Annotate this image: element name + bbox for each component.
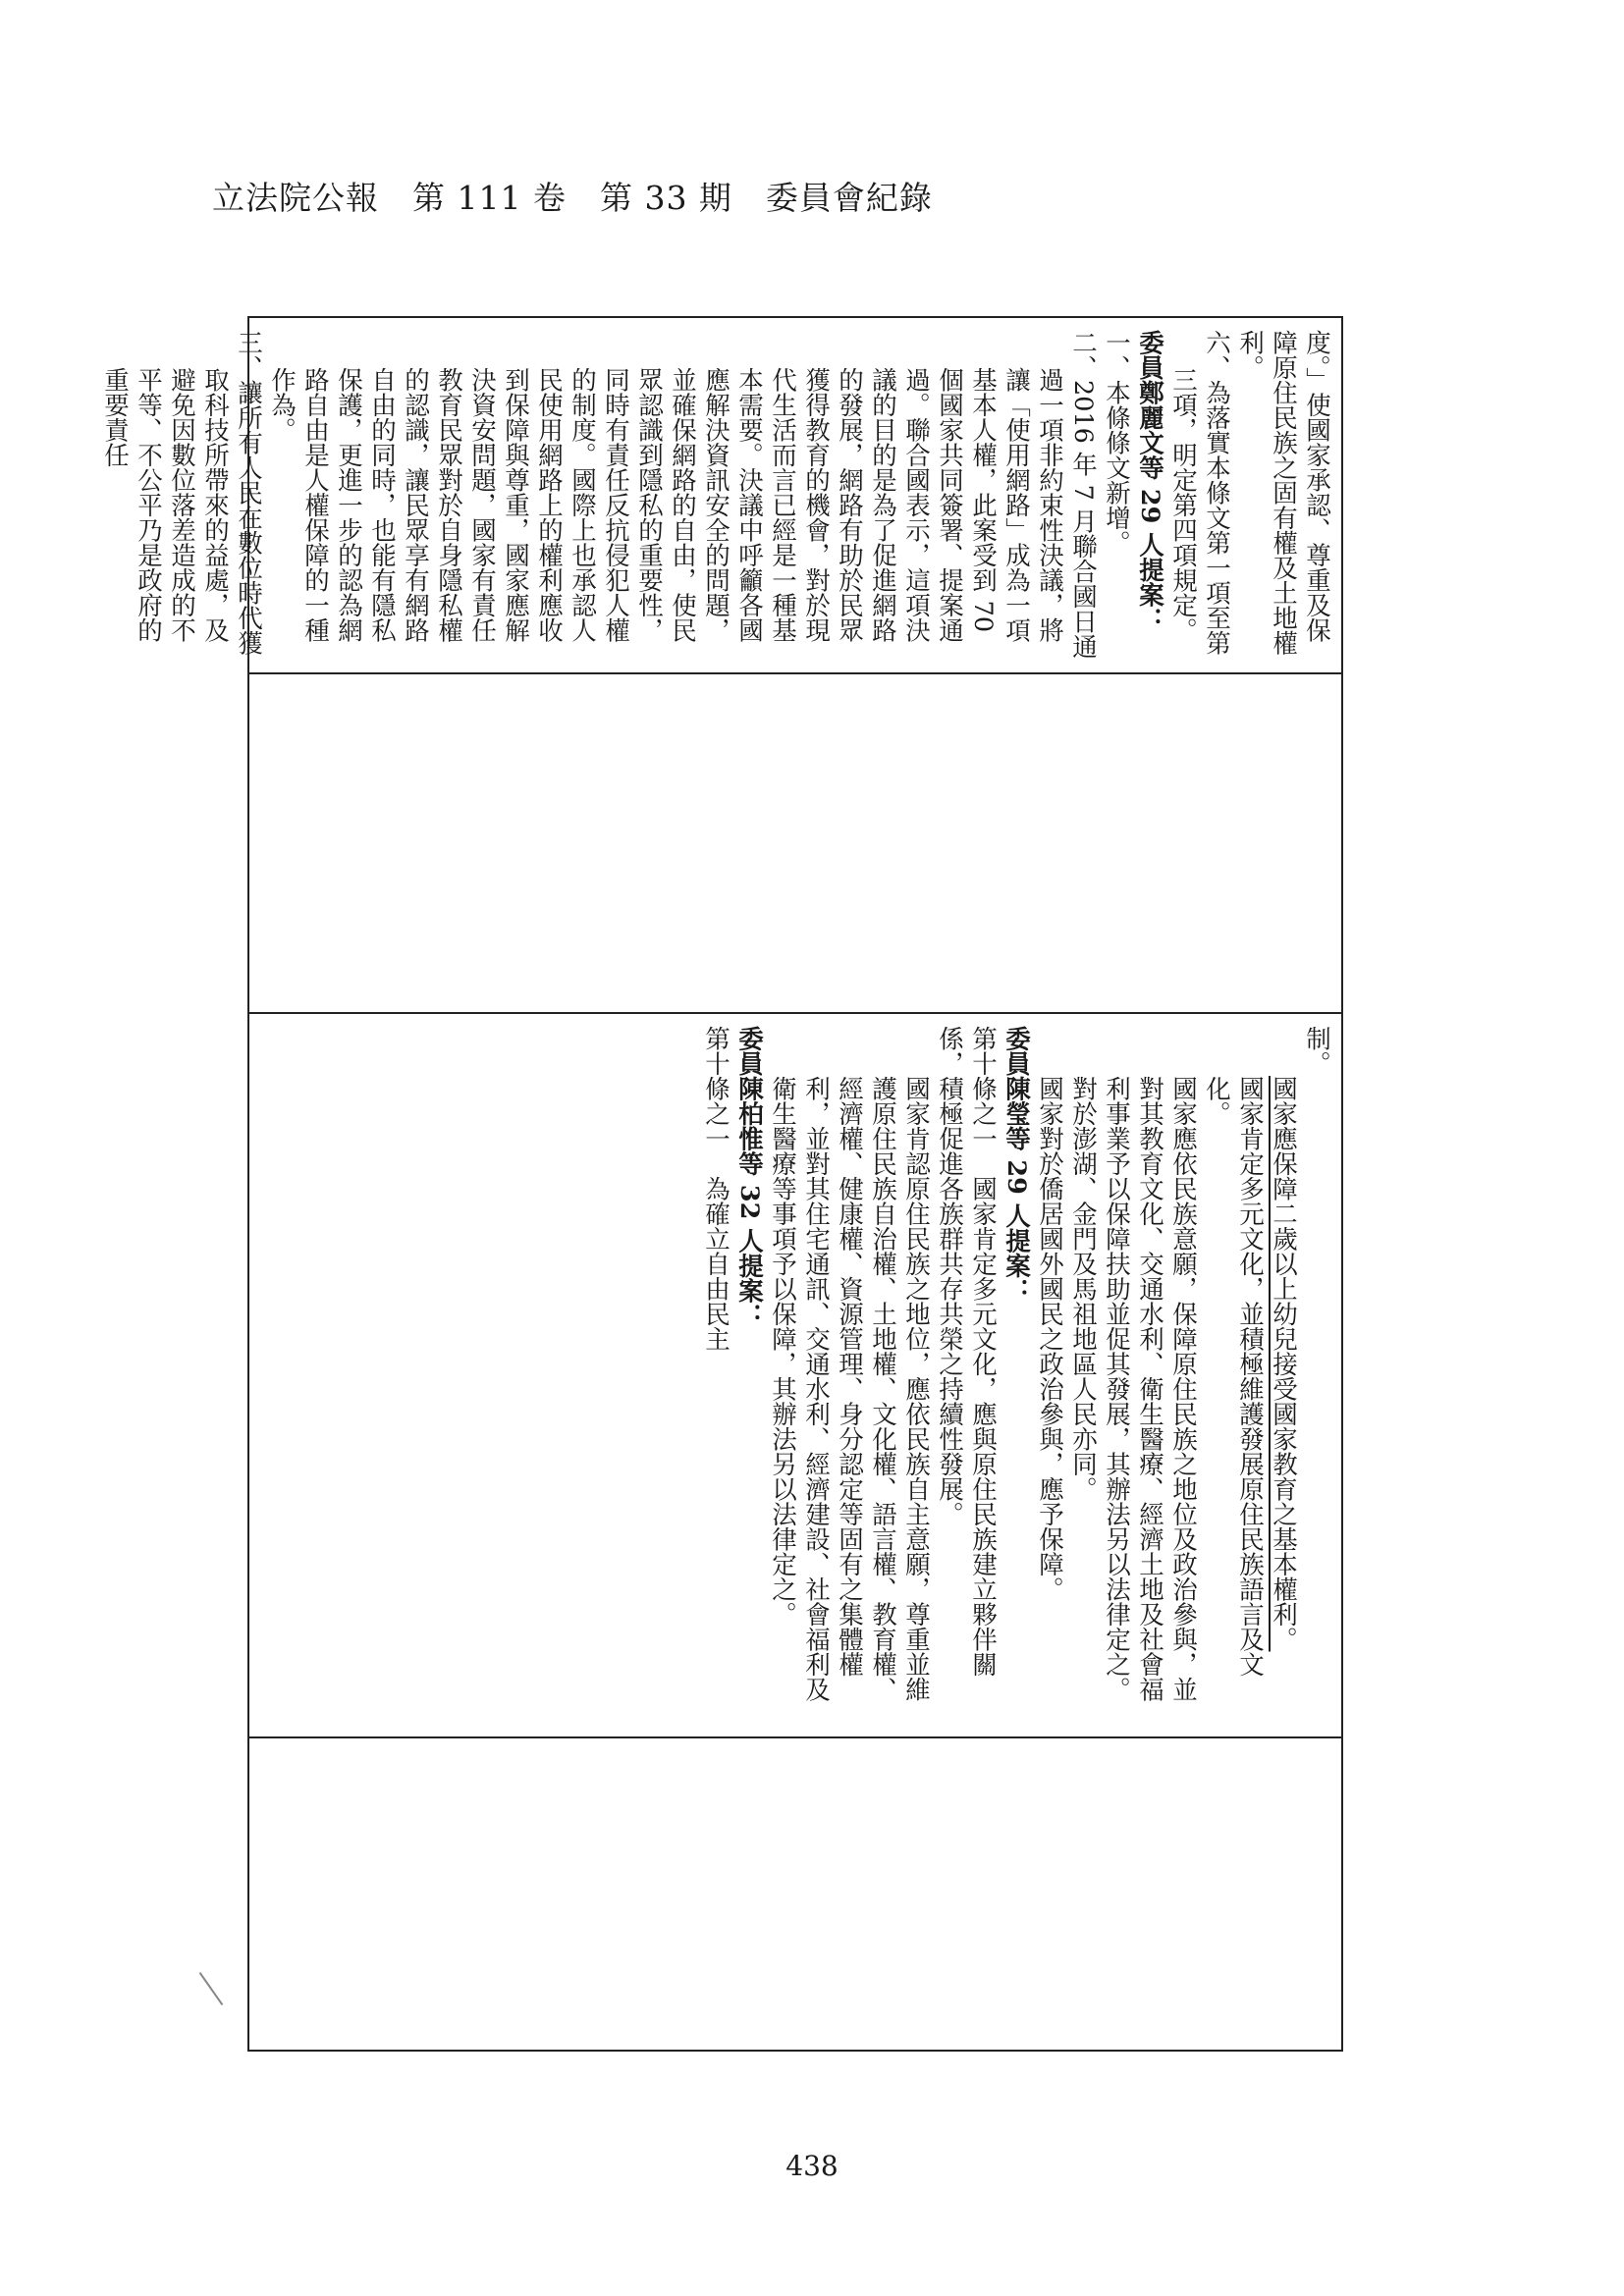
paragraph: 國家應保障二歲以上幼兒接受國家教育之基本權利。 <box>1269 1076 1298 1652</box>
paragraph: 國家肯認原住民族之地位，應依民族自主意願，尊重並維護原住民族自治權、土地權、文化權、語言權、教育權、經濟權、健康權、資源管理、身分認定等固有之集體權利，並對其住宅通訊、交通水利、經濟建設、社會福利及衛生醫療等事項予以保障，其辦法另以法律定之。 <box>768 1076 931 1702</box>
paragraph: 國家肯定多元文化，並積極維護發展原住民族語言及文化。 <box>1202 1076 1265 1677</box>
scan-mark <box>199 1972 224 2005</box>
paragraph: 度。」使國家承認、尊重及保障原住民族之固有權及土地權利。 <box>1235 330 1331 656</box>
paragraph: 委員陳瑩等 29 人提案： <box>1001 1026 1031 1304</box>
article-text <box>257 1026 1333 1725</box>
table-row <box>100 318 1341 672</box>
paragraph: 國家應依民族意願，保障原住民族之地位及政治參與，並對其教育文化、交通水利、衛生醫療、經濟土地及社會福利事業予以保障扶助並促其發展，其辦法另以法律定之。對於澎湖、金門及馬祖地區人民亦同。 <box>1068 1076 1198 1702</box>
paragraph: 三、讓所有人民在數位時代獲取科技所帶來的益處，及避免因數位落差造成的不平等、不公平乃是政府的重要責任 <box>100 330 263 656</box>
cell-text <box>257 1750 1333 2042</box>
table-row <box>249 1012 1341 1736</box>
paragraph: 二、2016 年 7 月聯合國日通過一項非約束性決議，將讓「使用網路」成為一項基本人權，此案受到 70 個國家共同簽署、提案通過。聯合國表示，這項決議的目的是為了促進網路的發展，網路有助於民眾獲得教育的機會，對於現代生活而言已經是一種基本需要。決議中呼籲各國應解決資訊安全的問題，並確保網路的自由，使民眾認識到隱私的重要性，同時有責任反抗侵犯人權的制度。國際上也承認人民使用網路上的權利應收到保障與尊重，國家應解決資安問題，國家有責任教育民眾對於自身隱私權的認識，讓民眾享有網路自由的同時，也能有隱私保護，更進一步的認為網路自由是人權保障的一種作為。 <box>267 330 1098 659</box>
paragraph: 第十條之一 國家肯定多元文化，應與原住民族建立夥伴關係，積極促進各族群共存共榮之持續性發展。 <box>935 1026 998 1677</box>
cell-text <box>257 686 1333 1000</box>
table-row <box>249 672 1341 1012</box>
page-number: 438 <box>785 2150 839 2182</box>
paragraph: 制。 <box>1302 1026 1331 1076</box>
paragraph: 委員陳柏惟等 32 人提案： <box>734 1026 764 1329</box>
paragraph: 國家對於僑居國外國民之政治參與，應予保障。 <box>1035 1076 1064 1602</box>
comparison-table <box>100 316 1343 2052</box>
paragraph: 六、為落實本條文第一項至第三項，明定第四項規定。 <box>1168 330 1231 656</box>
paragraph: 第十條之一 為確立自由民主 <box>701 1026 731 1352</box>
paragraph: 一、本條條文新增。 <box>1102 330 1131 556</box>
page-header: 立法院公報 第 111 卷 第 33 期 委員會紀錄 <box>212 179 933 217</box>
explanation-text <box>100 330 1333 661</box>
paragraph: 委員鄭麗文等 29 人提案： <box>1135 330 1164 633</box>
table-row <box>249 1736 1341 2054</box>
